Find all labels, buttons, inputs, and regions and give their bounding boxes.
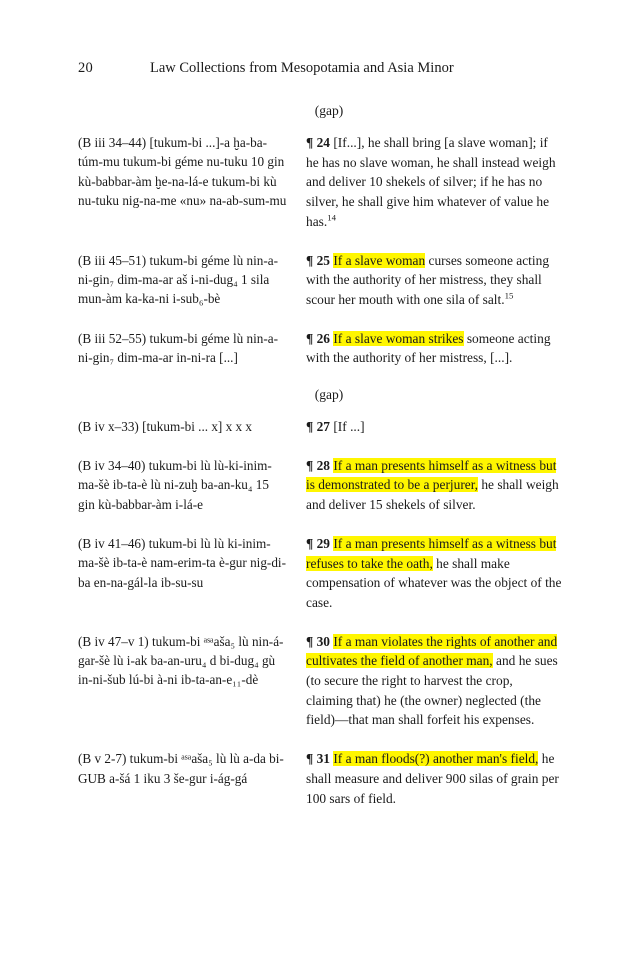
law-entry xyxy=(78,251,562,310)
translation-column xyxy=(306,749,562,808)
translation-column xyxy=(306,456,562,515)
transliteration-column xyxy=(78,456,306,514)
section-number: ¶ 30 xyxy=(306,633,330,649)
running-head xyxy=(78,60,562,77)
law-entry xyxy=(78,417,562,437)
translation-column xyxy=(306,133,562,232)
line-reference: (B iv 47–v 1) xyxy=(78,633,149,649)
highlighted-phrase: If a man floods(?) another man's field, xyxy=(333,751,539,767)
translation-text: [If ...] xyxy=(333,419,365,435)
line-reference: (B iii 34–44) xyxy=(78,135,147,150)
book-title: Law Collections from Mesopotamia and Asia Minor xyxy=(150,60,454,76)
section-number: ¶ 27 xyxy=(306,419,330,435)
gap-marker-1: (gap) xyxy=(314,103,344,118)
transliteration-column xyxy=(78,632,306,690)
transliteration-text: tukum-bi ᵃˢᵃaša₅ lù lù a-da bi-GUB a-šá 1 iku 3 še-gur i-ág-gá xyxy=(78,751,284,786)
law-entry xyxy=(78,456,562,515)
line-reference: (B iv 41–46) xyxy=(78,535,146,551)
transliteration-text: tukum-bi géme lù nin-a-ni-gin₇ dim-ma-ar aš i-ni-dug₄ 1 sila mun-àm ka-ka-ni i-sub₆-bè xyxy=(78,252,278,307)
translation-text: and he sues (to secure the right to harvest the crop, claiming that) he (the owner) neglected (the field)—that man shall forfeit his expenses. xyxy=(306,653,558,728)
transliteration-column xyxy=(78,329,306,368)
translation-column xyxy=(306,534,562,613)
transliteration-text: tukum-bi lù lù-ki-inim-ma-šè ib-ta-è lù ni-zuḫ ba-an-ku₄ 15 gin kù-babbar-àm i-lá-e xyxy=(78,457,272,512)
highlighted-phrase: If a slave woman xyxy=(333,252,426,268)
translation-text: curses someone acting with the authority of her mistress, they shall scour her mouth with one sila of salt. xyxy=(306,252,550,307)
transliteration-column xyxy=(78,534,306,592)
translation-text: someone acting with the authority of her mistress, [...]. xyxy=(306,330,551,366)
highlighted-phrase: If a man violates the rights of another and cultivates the field of another man, xyxy=(306,633,558,669)
law-entry xyxy=(78,632,562,731)
footnote-marker: 15 xyxy=(504,290,514,301)
line-reference: (B iv x–33) xyxy=(78,419,139,435)
line-reference: (B v 2-7) xyxy=(78,751,127,767)
transliteration-column xyxy=(78,417,306,436)
transliteration-text: tukum-bi ᵃˢᵃaša₅ lù nin-á-gar-šè lù i-ak ba-an-uru₄ d bi-dug₄ gù in-ni-šub lú-bi à-ni ib-ta-an-e₁₁-dè xyxy=(78,633,284,688)
line-reference: (B iii 52–55) xyxy=(78,330,147,346)
transliteration-column xyxy=(78,133,306,211)
transliteration-column xyxy=(78,251,306,309)
page-number: 20 xyxy=(78,60,93,76)
law-entry xyxy=(78,329,562,368)
law-entry xyxy=(78,749,562,808)
highlighted-phrase: If a man presents himself as a witness but refuses to take the oath, xyxy=(306,535,557,571)
translation-text: [If...], he shall bring [a slave woman]; if he has no slave woman, he shall instead weigh and deliver 10 shekels of silver; if he has no silver, he shall give him whatever of value he has. xyxy=(306,135,556,229)
section-number: ¶ 28 xyxy=(306,457,330,473)
highlighted-phrase: If a man presents himself as a witness but is demonstrated to be a perjurer, xyxy=(306,457,557,493)
law-entry xyxy=(78,133,562,232)
section-number: ¶ 29 xyxy=(306,535,330,551)
highlighted-phrase: If a slave woman strikes xyxy=(333,330,464,346)
transliteration-column xyxy=(78,749,306,788)
section-number: ¶ 24 xyxy=(306,135,330,150)
section-number: ¶ 25 xyxy=(306,252,330,268)
translation-column xyxy=(306,632,562,731)
law-entry xyxy=(78,534,562,613)
translation-column xyxy=(306,417,562,437)
transliteration-text: tukum-bi géme lù nin-a-ni-gin₇ dim-ma-ar in-ni-ra [...] xyxy=(78,330,278,366)
translation-column xyxy=(306,251,562,310)
transliteration-text: tukum-bi lù lù ki-inim-ma-šè ib-ta-è nam-erim-ta è-gur nig-di-ba en-na-gál-la ib-su-su xyxy=(78,535,286,590)
translation-column xyxy=(306,329,562,368)
translation-text: he shall make compensation of whatever was the object of the case. xyxy=(306,555,562,610)
translation-text: he shall measure and deliver 900 silas of grain per 100 sars of field. xyxy=(306,751,559,806)
section-number: ¶ 31 xyxy=(306,751,330,767)
line-reference: (B iii 45–51) xyxy=(78,252,147,268)
transliteration-text: [tukum-bi ...]-a ḫa-ba-túm-mu tukum-bi géme nu-tuku 10 gin kù-babbar-àm ḫe-na-lá-e tukum-bi kù nu-tuku nig-na-me «nu» na-ab-sum-mu xyxy=(78,135,287,209)
footnote-marker: 14 xyxy=(327,212,337,223)
section-number: ¶ 26 xyxy=(306,330,330,346)
line-reference: (B iv 34–40) xyxy=(78,457,146,473)
gap-marker-2: (gap) xyxy=(314,387,344,403)
transliteration-text: [tukum-bi ... x] x x x xyxy=(142,419,252,435)
translation-text: he shall weigh and deliver 15 shekels of silver. xyxy=(306,477,559,513)
